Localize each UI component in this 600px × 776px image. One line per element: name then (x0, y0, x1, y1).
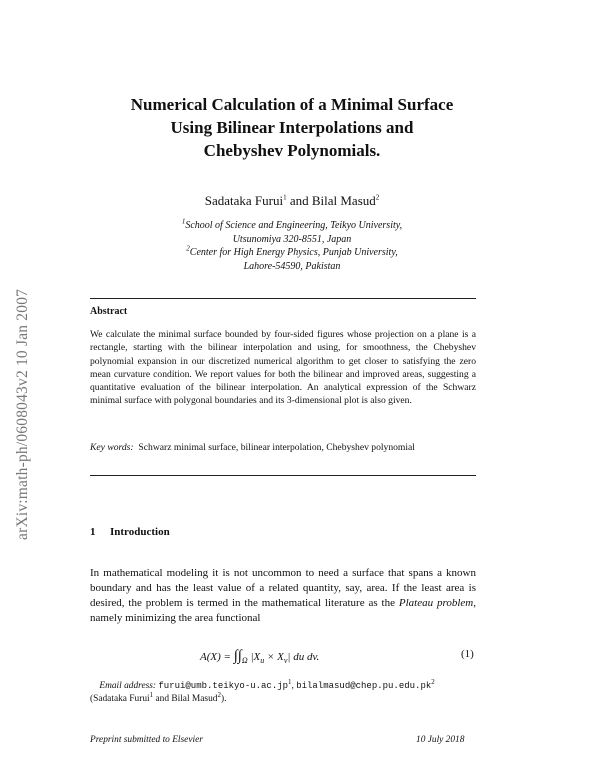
intro-paragraph (90, 566, 476, 626)
email-2[interactable]: bilalmasud@chep.pu.edu.pk (296, 681, 432, 691)
eq-sub-v: v (283, 656, 288, 666)
title-line-3: Chebyshev Polynomials. (203, 141, 381, 160)
keywords (90, 441, 476, 454)
abstract-bottom-rule (90, 475, 476, 476)
footnote (90, 677, 490, 706)
eq-rest: | du dv. (287, 651, 320, 663)
equation-1 (200, 648, 319, 665)
names-open: (Sadataka Furui (90, 694, 150, 704)
email-2-mark: 2 (431, 677, 435, 686)
author-conjunction: and (289, 193, 309, 208)
eq-integral: ∫∫ (233, 648, 242, 664)
author-list (80, 193, 504, 209)
email-label: Email address: (99, 681, 157, 691)
equation-number: (1) (461, 648, 474, 660)
eq-integrand: |X (250, 651, 261, 663)
affil-1-line-2: Utsunomiya 320-8551, Japan (232, 233, 352, 245)
paper-title (80, 93, 504, 162)
section-title: Introduction (110, 526, 170, 538)
email-sep: , (291, 681, 297, 691)
names-mark-1: 1 (149, 690, 154, 699)
abstract-top-rule (90, 298, 476, 299)
affil-2-line-2: Lahore-54590, Pakistan (243, 260, 341, 272)
names-mark-2: 2 (217, 690, 221, 699)
abstract-heading: Abstract (90, 306, 128, 317)
title-line-2: Using Bilinear Interpolations and (170, 118, 414, 137)
affil-2-line-1: Center for High Energy Physics, Punjab University, (189, 247, 398, 258)
email-1-mark: 1 (288, 677, 292, 686)
abstract-text: We calculate the minimal surface bounded by four-sided figures whose projection on a plane is a rectangle, starting with the bilinear interpolation and using, for smoothness, the Chebyshev polynomial expansion in our discretized numerical algorithm to get closer to satisfying the zero mean curvature condition. We report values for both the bilinear and improved areas, suggesting a quantitative evaluation of the bilinear interpolation. An analytical expression of the Schwarz minimal surface with polygonal boundaries and its 3-dimensional plot is also given. (90, 329, 476, 407)
author-1: Sadataka Furui (204, 193, 284, 208)
section-number: 1 (90, 526, 96, 538)
affiliations (80, 219, 504, 273)
author-2: Bilal Masud (311, 193, 376, 208)
keywords-text: Schwarz minimal surface, bilinear interpolation, Chebyshev polynomial (138, 442, 415, 453)
names-close: ). (220, 694, 227, 704)
affil-1-mark: 1 (181, 217, 186, 226)
author-2-mark: 2 (375, 193, 380, 202)
affil-2-mark: 2 (186, 244, 190, 253)
intro-text-1: In mathematical modeling it is not uncommon to need a surface that spans a known boundary and has the least value of a related quantity, say, area. If the least area is desired, the problem is termed in the mathematical literature as the (90, 567, 476, 609)
footnote-names (90, 690, 490, 706)
names-mid: and Bilal Masud (153, 694, 218, 704)
preprint-note: Preprint submitted to Elsevier (90, 735, 203, 745)
email-1[interactable]: furui@umb.teikyo-u.ac.jp (158, 681, 289, 691)
eq-cross: × X (264, 651, 284, 663)
eq-domain: Ω (241, 656, 248, 666)
arxiv-stamp: arXiv:math-ph/0608043v2 10 Jan 2007 (14, 288, 31, 540)
preprint-date: 10 July 2018 (416, 735, 465, 745)
title-line-1: Numerical Calculation of a Minimal Surface (130, 95, 454, 114)
keywords-label: Key words: (90, 442, 134, 453)
intro-text-2: , namely minimizing the area functional (90, 597, 477, 624)
section-heading (90, 526, 170, 538)
affil-1-line-1: School of Science and Engineering, Teikyo University, (185, 220, 403, 231)
eq-sub-u: u (260, 656, 265, 666)
eq-lhs: A(X) = (200, 651, 231, 663)
author-1-mark: 1 (283, 193, 287, 202)
plateau-problem-term: Plateau problem (398, 597, 474, 609)
